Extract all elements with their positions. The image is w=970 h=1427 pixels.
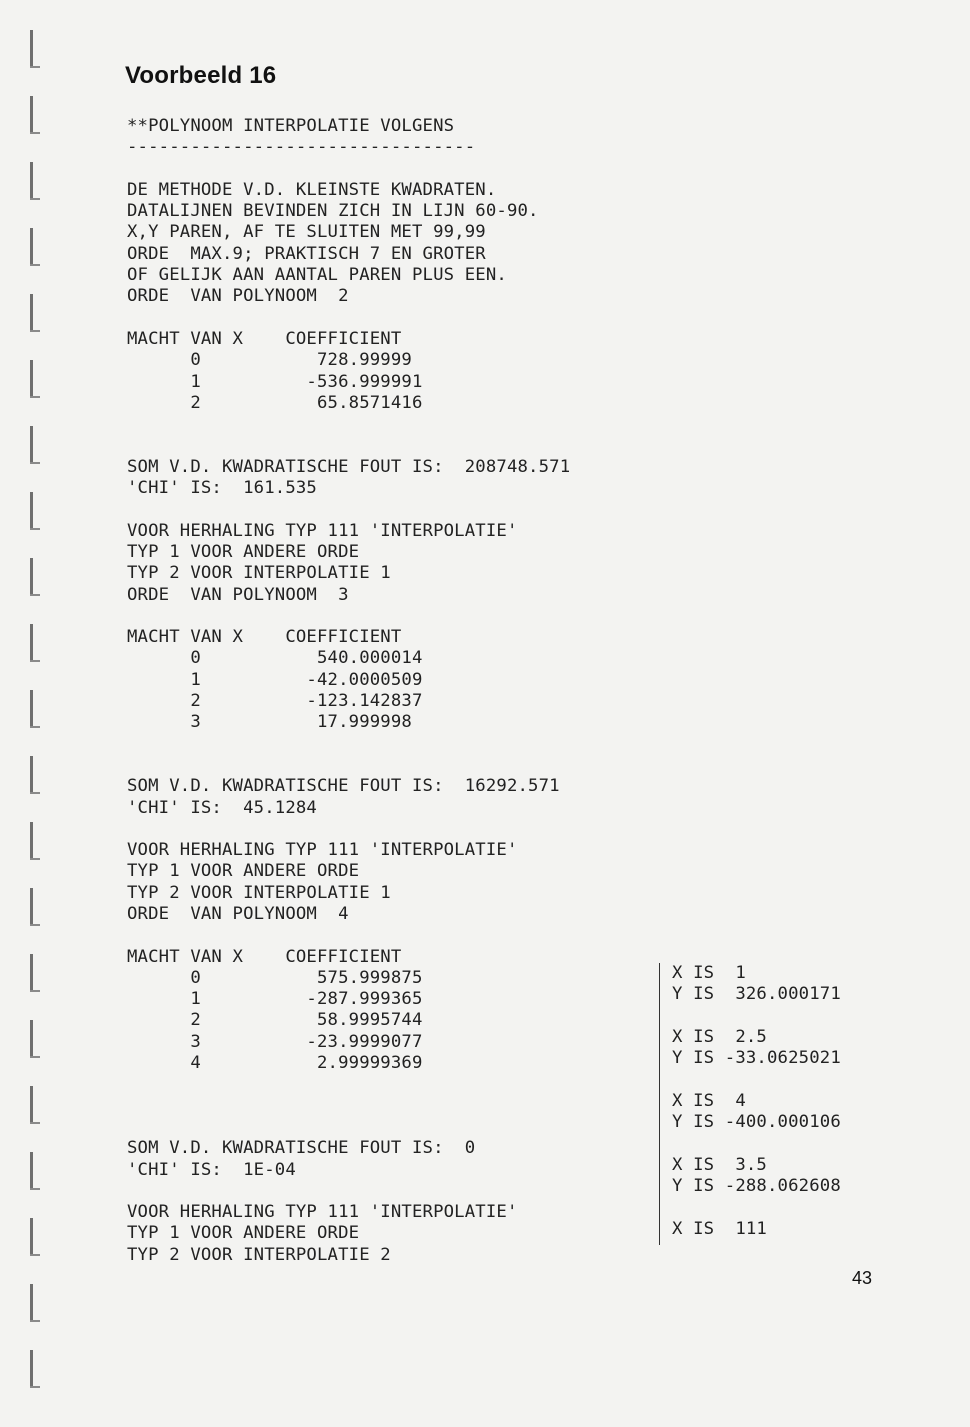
listing-line: TYP 1 VOOR ANDERE ORDE (127, 1223, 360, 1244)
listing-line: 4 2.99999369 (127, 1053, 423, 1074)
listing-line: 0 575.999875 (127, 967, 423, 988)
listing-line: TYP 1 VOOR ANDERE ORDE (127, 861, 360, 882)
listing-line (127, 414, 672, 435)
listing-line: ORDE MAX.9; PRAKTISCH 7 EN GROTER (127, 243, 486, 264)
listing-line: 3 17.999998 (127, 712, 412, 733)
interpolation-output (659, 963, 890, 1245)
binding-hole (26, 888, 40, 928)
output-line (672, 1197, 890, 1218)
output-line: X IS 111 (672, 1218, 767, 1239)
listing-line: DE METHODE V.D. KLEINSTE KWADRATEN. (127, 179, 497, 200)
listing-line (127, 499, 672, 520)
output-line (672, 1069, 890, 1090)
binding-hole (26, 96, 40, 136)
listing-line: 'CHI' IS: 1E-04 (127, 1159, 296, 1180)
listing-line (127, 1117, 672, 1138)
binding-hole (26, 294, 40, 334)
binding-hole (26, 624, 40, 664)
binding-hole (26, 426, 40, 466)
listing-line (127, 308, 672, 329)
listing-line: TYP 2 VOOR INTERPOLATIE 1 (127, 882, 391, 903)
output-line: Y IS 326.000171 (672, 984, 841, 1005)
listing-line: TYP 2 VOOR INTERPOLATIE 2 (127, 1244, 391, 1265)
listing-line: 1 -42.0000509 (127, 669, 423, 690)
output-line: X IS 2.5 (672, 1026, 767, 1047)
listing-line (127, 1266, 672, 1287)
binding-holes (26, 30, 46, 1410)
listing-line (127, 606, 672, 627)
listing-line (127, 435, 672, 456)
listing-line: VOOR HERHALING TYP 111 'INTERPOLATIE' (127, 840, 518, 861)
binding-hole (26, 228, 40, 268)
listing-line (127, 159, 672, 180)
output-line: X IS 3.5 (672, 1154, 767, 1175)
output-line: X IS 4 (672, 1090, 746, 1111)
binding-hole (26, 690, 40, 730)
binding-hole (26, 1086, 40, 1126)
listing-line: DATALIJNEN BEVINDEN ZICH IN LIJN 60-90. (127, 201, 539, 222)
listing-line (127, 819, 672, 840)
binding-hole (26, 1284, 40, 1324)
program-listing (127, 116, 672, 1287)
listing-line: OF GELIJK AAN AANTAL PAREN PLUS EEN. (127, 265, 507, 286)
binding-hole (26, 1218, 40, 1258)
binding-hole (26, 954, 40, 994)
listing-line: 2 -123.142837 (127, 691, 423, 712)
binding-hole (26, 492, 40, 532)
listing-line: 2 58.9995744 (127, 1010, 423, 1031)
listing-line: VOOR HERHALING TYP 111 'INTERPOLATIE' (127, 520, 518, 541)
binding-hole (26, 360, 40, 400)
listing-line: 0 728.99999 (127, 350, 412, 371)
page-number: 43 (852, 1268, 873, 1288)
listing-line: ORDE VAN POLYNOOM 3 (127, 584, 349, 605)
listing-line (127, 1096, 672, 1117)
output-line (672, 1133, 890, 1154)
listing-line: SOM V.D. KWADRATISCHE FOUT IS: 0 (127, 1138, 476, 1159)
listing-line: --------------------------------- (127, 137, 476, 158)
binding-hole (26, 756, 40, 796)
listing-line (127, 734, 672, 755)
listing-line: ORDE VAN POLYNOOM 4 (127, 903, 349, 924)
listing-line: 'CHI' IS: 45.1284 (127, 797, 317, 818)
binding-hole (26, 30, 40, 70)
binding-hole (26, 162, 40, 202)
listing-line: 3 -23.9999077 (127, 1031, 423, 1052)
listing-line: **POLYNOOM INTERPOLATIE VOLGENS (127, 116, 455, 136)
listing-line: 2 65.8571416 (127, 392, 423, 413)
listing-line (127, 925, 672, 946)
page-title: Voorbeeld 16 (125, 62, 277, 89)
output-line: Y IS -33.0625021 (672, 1048, 841, 1069)
listing-line (127, 755, 672, 776)
listing-line: SOM V.D. KWADRATISCHE FOUT IS: 16292.571 (127, 776, 560, 797)
listing-line: MACHT VAN X COEFFICIENT (127, 946, 402, 967)
binding-hole (26, 1350, 40, 1390)
output-line: Y IS -288.062608 (672, 1175, 841, 1196)
binding-hole (26, 1152, 40, 1192)
listing-line: X,Y PAREN, AF TE SLUITEN MET 99,99 (127, 222, 486, 243)
listing-line: VOOR HERHALING TYP 111 'INTERPOLATIE' (127, 1202, 518, 1223)
listing-line (127, 1181, 672, 1202)
listing-line: 'CHI' IS: 161.535 (127, 478, 317, 499)
output-line (672, 1006, 890, 1027)
listing-line: MACHT VAN X COEFFICIENT (127, 627, 402, 648)
binding-hole (26, 1020, 40, 1060)
listing-line: MACHT VAN X COEFFICIENT (127, 328, 402, 349)
binding-hole (26, 822, 40, 862)
listing-line: TYP 2 VOOR INTERPOLATIE 1 (127, 563, 391, 584)
listing-line: 0 540.000014 (127, 648, 423, 669)
listing-line (127, 1074, 672, 1095)
binding-hole (26, 558, 40, 598)
listing-line: SOM V.D. KWADRATISCHE FOUT IS: 208748.571 (127, 456, 571, 477)
output-line: Y IS -400.000106 (672, 1112, 841, 1133)
listing-line: 1 -536.999991 (127, 371, 423, 392)
listing-line: ORDE VAN POLYNOOM 2 (127, 286, 349, 307)
output-line: X IS 1 (672, 963, 746, 983)
listing-line: TYP 1 VOOR ANDERE ORDE (127, 541, 360, 562)
listing-line: 1 -287.999365 (127, 989, 423, 1010)
